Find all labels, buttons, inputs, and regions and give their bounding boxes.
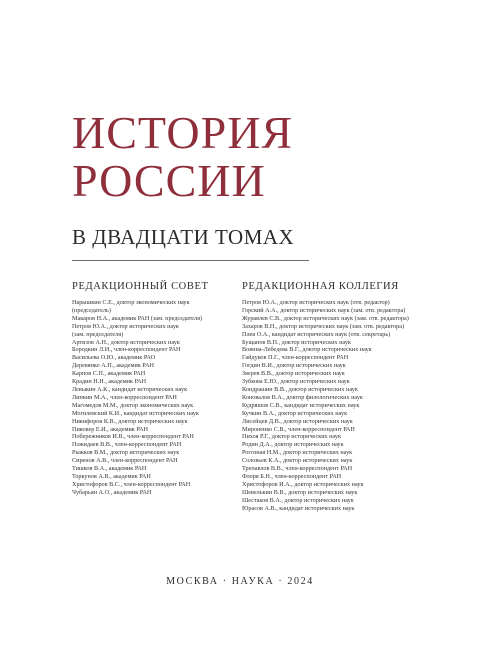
list-item: Пожидаев В.В., член-корреспондент РАН bbox=[72, 441, 182, 449]
list-item: Гогдин В.И., доктор исторических наук bbox=[242, 362, 346, 370]
list-item: (зам. председателя) bbox=[72, 330, 124, 338]
imprint: МОСКВА · НАУКА · 2024 bbox=[166, 576, 314, 587]
list-item: Чубарьян А.О., академик РАН bbox=[72, 488, 152, 496]
list-item: Нарышкин С.Е., доктор экономических наук bbox=[72, 299, 190, 306]
list-item: Юрасов А.В., кандидат исторических наук bbox=[242, 504, 355, 512]
list-item: Крадин Н.Н., академик РАН bbox=[72, 378, 147, 386]
title-line-2: РОССИИ bbox=[72, 155, 266, 206]
divider bbox=[72, 260, 309, 261]
list-item: Левыкин А.К., кандидат исторических наук bbox=[72, 385, 188, 393]
list-item: Захаров В.Н., доктор исторических наук (зам. отв. редактора) bbox=[242, 322, 405, 330]
list-item: Шестаков В.А., доктор исторических наук bbox=[242, 496, 354, 504]
list-item: Васильева О.Ю., академик РАО bbox=[72, 354, 156, 362]
list-item: Вовина-Лебедева В.Г., доктор исторических наук bbox=[242, 346, 372, 354]
list-item: Рыжков В.М., доктор исторических наук bbox=[72, 449, 180, 457]
list-item: Коновалов В.А., доктор филологических наук bbox=[242, 393, 363, 401]
list-item: Макаров Н.А., академик РАН (зам. председателя) bbox=[72, 314, 203, 322]
editorial-board-heading: РЕДАКЦИОННАЯ КОЛЛЕГИЯ bbox=[242, 281, 399, 292]
list-item: Бородкин Л.И., член-корреспондент РАН bbox=[72, 346, 181, 354]
list-item: Шевелькин В.В., доктор исторических наук bbox=[242, 488, 358, 496]
list-item: Лисейцев Д.В., доктор исторических наук bbox=[242, 417, 353, 425]
list-item: Христофоров И.А., доктор исторических наук bbox=[242, 480, 364, 488]
list-item: Трепавлов В.В., член-корреспондент РАН bbox=[242, 465, 353, 473]
list-item: Кудряшов С.В., кандидат исторических наук bbox=[242, 401, 360, 409]
list-item: Флоря Б.Н., член-корреспондент РАН bbox=[242, 472, 342, 480]
list-item: Журавлев С.В., доктор исторических наук (зам. отв. редактора) bbox=[242, 314, 409, 322]
list-item: Побережников И.В., член-корреспондент РАН bbox=[72, 433, 194, 441]
editorial-council-heading: РЕДАКЦИОННЫЙ СОВЕТ bbox=[72, 281, 209, 292]
list-item: Мироненко С.В., член-корреспондент РАН bbox=[242, 425, 355, 433]
subtitle: В ДВАДЦАТИ ТОМАХ bbox=[72, 225, 295, 249]
list-item: Липкин М.А., член-корреспондент РАН bbox=[72, 393, 177, 401]
editorial-council-column bbox=[72, 280, 237, 497]
list-item: Рогозная Н.М., доктор исторических наук bbox=[242, 449, 353, 457]
editorial-board-column bbox=[242, 280, 442, 512]
list-item: Сиренов А.В., член-корреспондент РАН bbox=[72, 457, 178, 465]
list-item: Петров Ю.А., доктор исторических наук (отв. редактор) bbox=[242, 299, 390, 306]
list-item: Петров Ю.А., доктор исторических наук bbox=[72, 322, 179, 330]
list-item: Никифоров К.В., доктор исторических наук bbox=[72, 417, 188, 425]
list-item: Кондрашин В.В., доктор исторических наук bbox=[242, 385, 358, 393]
title-line-1: ИСТОРИЯ bbox=[72, 107, 294, 158]
list-item: (председатель) bbox=[72, 306, 111, 314]
list-item: Кучкин В.А., доктор исторических наук bbox=[242, 409, 348, 417]
list-item: Христофоров В.С., член-корреспондент РАН bbox=[72, 480, 191, 488]
list-item: Магомедов М.М., доктор экономических наук bbox=[72, 401, 194, 409]
editorial-council-list bbox=[72, 299, 237, 497]
list-item: Гайдуков П.Г., член-корреспондент РАН bbox=[242, 354, 349, 362]
list-item: Пихоя Р.Г., доктор исторических наук bbox=[242, 433, 341, 441]
list-item: Тишков В.А., академик РАН bbox=[72, 465, 147, 473]
list-item: Бущанов В.П., доктор исторических наук bbox=[242, 338, 351, 346]
list-item: Плея О.А., кандидат исторических наук (отв. секретарь) bbox=[242, 330, 391, 338]
list-item: Артизов А.Н., доктор исторических наук bbox=[72, 338, 180, 346]
editorial-board-list bbox=[242, 299, 442, 512]
list-item: Деревянко А.П., академик РАН bbox=[72, 362, 155, 370]
list-item: Зверев В.В., доктор исторических наук bbox=[242, 370, 345, 378]
list-item: Пиковер Е.И., академик РАН bbox=[72, 425, 148, 433]
list-item: Могилевский К.И., кандидат исторических наук bbox=[72, 409, 199, 417]
list-item: Соловьев К.А., доктор исторических наук bbox=[242, 457, 353, 465]
list-item: Зубкова Е.Ю., доктор исторических наук bbox=[242, 378, 350, 386]
list-item: Торкунов А.В., академик РАН bbox=[72, 472, 151, 480]
list-item: Родин Д.А., доктор исторических наук bbox=[242, 441, 344, 449]
list-item: Горский А.А., доктор исторических наук (зам. отв. редактора) bbox=[242, 306, 406, 314]
list-item: Карпов С.П., академик РАН bbox=[72, 370, 146, 378]
